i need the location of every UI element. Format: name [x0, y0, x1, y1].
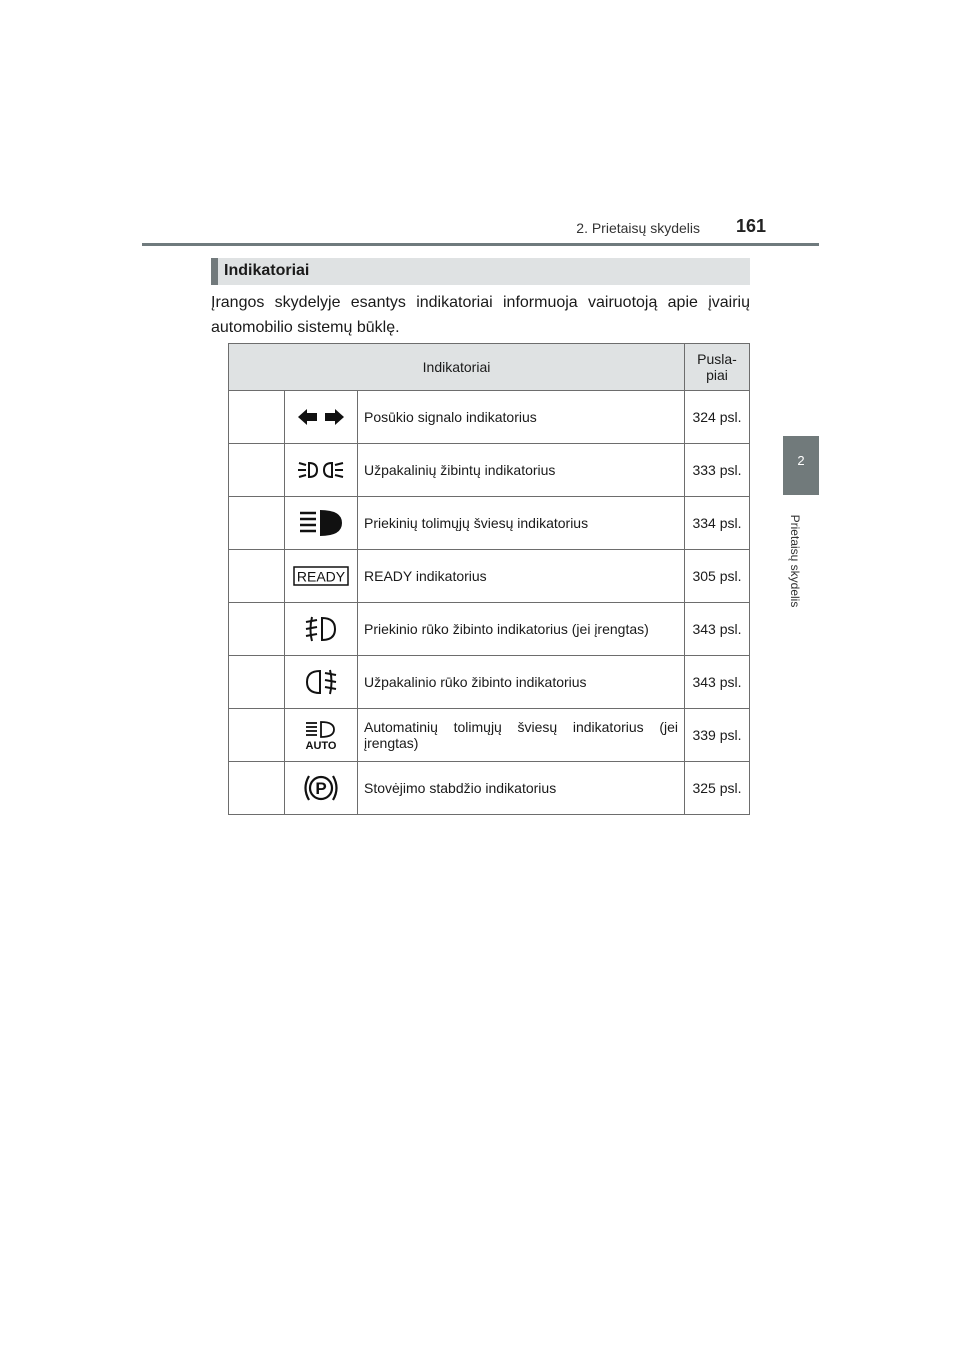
- page-reference: 343 psl.: [685, 656, 750, 709]
- indicator-label: READY indikatorius: [358, 550, 685, 603]
- table-cell-empty: [229, 656, 285, 709]
- table-row: [229, 709, 750, 762]
- ready-icon-text: READY: [296, 568, 346, 585]
- parking-brake-icon: [285, 762, 358, 815]
- page-reference: 324 psl.: [685, 391, 750, 444]
- side-tab-label: Prietaisų skydelis: [788, 514, 802, 608]
- indicator-table: [228, 343, 750, 815]
- page-reference: 339 psl.: [685, 709, 750, 762]
- table-cell-empty: [229, 709, 285, 762]
- table-row: [229, 444, 750, 497]
- ready-icon: [285, 550, 358, 603]
- table-cell-empty: [229, 550, 285, 603]
- table-row: [229, 762, 750, 815]
- table-cell-empty: [229, 444, 285, 497]
- front-fog-light-icon: [285, 603, 358, 656]
- table-cell-empty: [229, 762, 285, 815]
- header-rule: [142, 243, 819, 246]
- page-reference: 334 psl.: [685, 497, 750, 550]
- parking-brake-icon-text: P: [315, 779, 327, 798]
- side-tab-number: 2: [797, 453, 805, 468]
- section-header: [211, 258, 750, 285]
- indicator-label: Stovėjimo stabdžio indikatorius: [358, 762, 685, 815]
- indicator-label: Priekinių tolimųjų šviesų indikatorius: [358, 497, 685, 550]
- indicator-label: Užpakalinio rūko žibinto indikatorius: [358, 656, 685, 709]
- table-row: [229, 603, 750, 656]
- tail-light-icon: [285, 444, 358, 497]
- page-number: 161: [736, 216, 767, 236]
- auto-icon-text: AUTO: [305, 740, 337, 750]
- rear-fog-light-icon: [285, 656, 358, 709]
- indicator-label: Automatinių tolimųjų šviesų indikatorius (jei įrengtas): [358, 709, 685, 762]
- auto-high-beam-icon: [285, 709, 358, 762]
- table-row: [229, 656, 750, 709]
- chapter-title: 2. Prietaisų skydelis: [576, 220, 700, 236]
- section-marker: [211, 258, 218, 285]
- header-pages: Pusla- piai: [685, 344, 750, 391]
- table-row: [229, 391, 750, 444]
- turn-signal-icon: [285, 391, 358, 444]
- indicator-label: Posūkio signalo indikatorius: [358, 391, 685, 444]
- page-reference: 325 psl.: [685, 762, 750, 815]
- header-indicators: Indikatoriai: [229, 344, 685, 391]
- page-reference: 333 psl.: [685, 444, 750, 497]
- table-row: [229, 497, 750, 550]
- page-reference: 343 psl.: [685, 603, 750, 656]
- high-beam-icon: [285, 497, 358, 550]
- table-cell-empty: [229, 497, 285, 550]
- indicator-label: Užpakalinių žibintų indikatorius: [358, 444, 685, 497]
- intro-paragraph: Įrangos skydelyje esantys indikatoriai informuoja vairuotoją apie įvairių automobilio sistemų būklę.: [211, 294, 750, 336]
- table-cell-empty: [229, 603, 285, 656]
- section-title: Indikatoriai: [224, 262, 310, 279]
- table-row: [229, 550, 750, 603]
- table-header-row: [229, 344, 750, 391]
- indicator-label: Priekinio rūko žibinto indikatorius (jei įrengtas): [358, 603, 685, 656]
- table-cell-empty: [229, 391, 285, 444]
- page-reference: 305 psl.: [685, 550, 750, 603]
